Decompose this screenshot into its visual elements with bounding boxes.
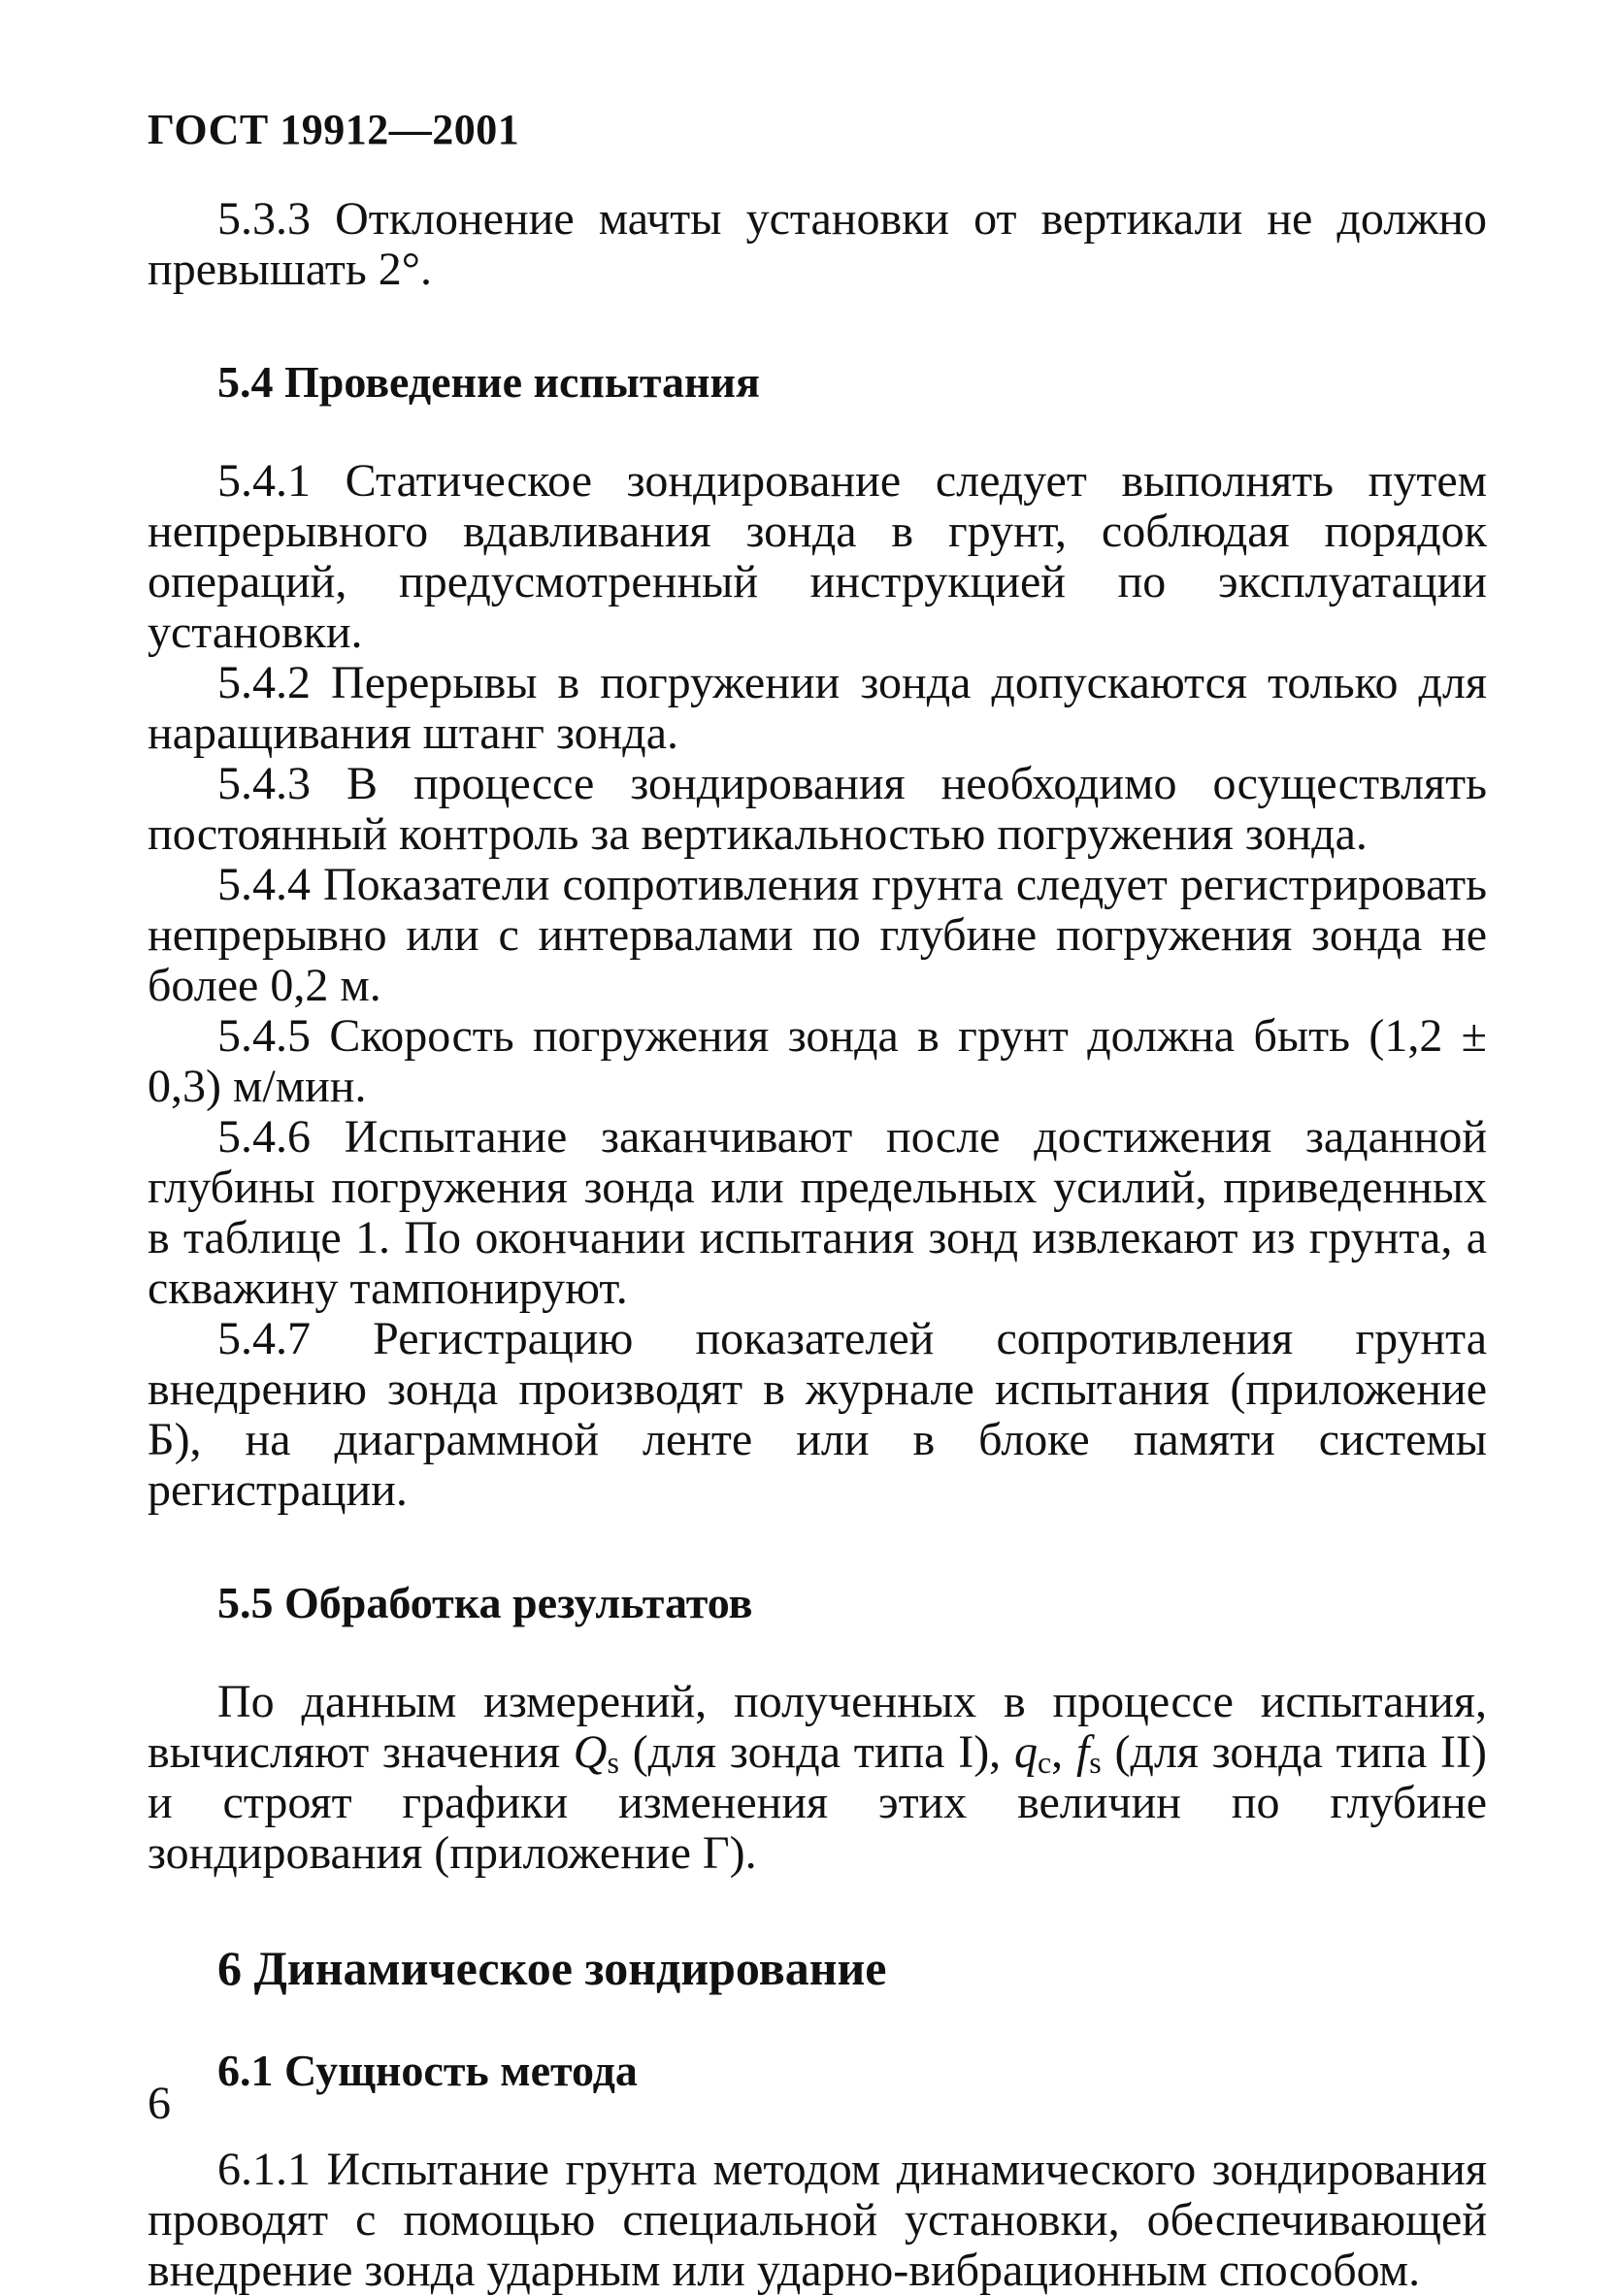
paragraph-5-4-7: 5.4.7 Регистрацию показателей сопротивления грунта внедрению зонда производят в журнале испытания (приложение Б), на диаграммной ленте или в блоке памяти системы регистрации. [148, 1313, 1487, 1516]
section-title-5-5: 5.5 Обработка результатов [217, 1578, 753, 1627]
subscript-s: s [1089, 1745, 1102, 1780]
paragraph-5-4-2: 5.4.2 Перерывы в погружении зонда допускаются только для наращивания штанг зонда. [148, 657, 1487, 759]
document-code: ГОСТ 19912—2001 [148, 106, 520, 153]
paragraph-5-4-6: 5.4.6 Испытание заканчивают после достижения заданной глубины погружения зонда или предельных усилий, приведенных в таблице 1. По окончании испытания зонд извлекают из грунта, а скважину тампонируют. [148, 1111, 1487, 1314]
paragraph-5-4-5: 5.4.5 Скорость погружения зонда в грунт должна быть (1,2 ± 0,3) м/мин. [148, 1010, 1487, 1112]
paragraph-6-1-1: 6.1.1 Испытание грунта методом динамического зондирования проводят с помощью специальной установки, обеспечивающей внедрение зонда ударным или ударно-вибрационным способом. [148, 2144, 1487, 2296]
paragraph-5-3-3: 5.3.3 Отклонение мачты установки от вертикали не должно превышать 2°. [148, 193, 1487, 295]
page-number: 6 [148, 2078, 171, 2129]
symbol-Q: Q [573, 1726, 608, 1778]
paragraph-5-4-3: 5.4.3 В процессе зондирования необходимо осуществлять постоянный контроль за вертикальностью погружения зонда. [148, 758, 1487, 860]
section-title-6-1: 6.1 Сущность метода [217, 2046, 638, 2095]
section-title-5-4: 5.4 Проведение испытания [217, 357, 760, 407]
subscript-c: c [1037, 1745, 1052, 1780]
text-part-a: По данным измерений, полученных в процессе испытания, вычисляют значения [148, 1676, 1487, 1778]
section-title-6: 6 Динамическое зондирование [217, 1941, 887, 1995]
paragraph-5-4-1: 5.4.1 Статическое зондирование следует выполнять путем непрерывного вдавливания зонда в грунт, соблюдая порядок операций, предусмотренный инструкцией по эксплуатации установки. [148, 455, 1487, 658]
symbol-q: q [1013, 1726, 1038, 1778]
paragraph-5-5 [148, 1677, 1487, 1879]
paragraph-5-4-4: 5.4.4 Показатели сопротивления грунта следует регистрировать непрерывно или с интервалами по глубине погружения зонда не более 0,2 м. [148, 859, 1487, 1011]
symbol-f: f [1075, 1726, 1090, 1778]
text-part-b: (для зонда типа I), [632, 1726, 1002, 1778]
page-content [148, 194, 1487, 2296]
subscript-s: s [607, 1745, 619, 1780]
symbol-separator: , [1051, 1726, 1064, 1778]
text-part-c: (для зонда типа II) и строят графики изменения этих величин по глубине зондирования (приложение Г). [148, 1726, 1488, 1879]
